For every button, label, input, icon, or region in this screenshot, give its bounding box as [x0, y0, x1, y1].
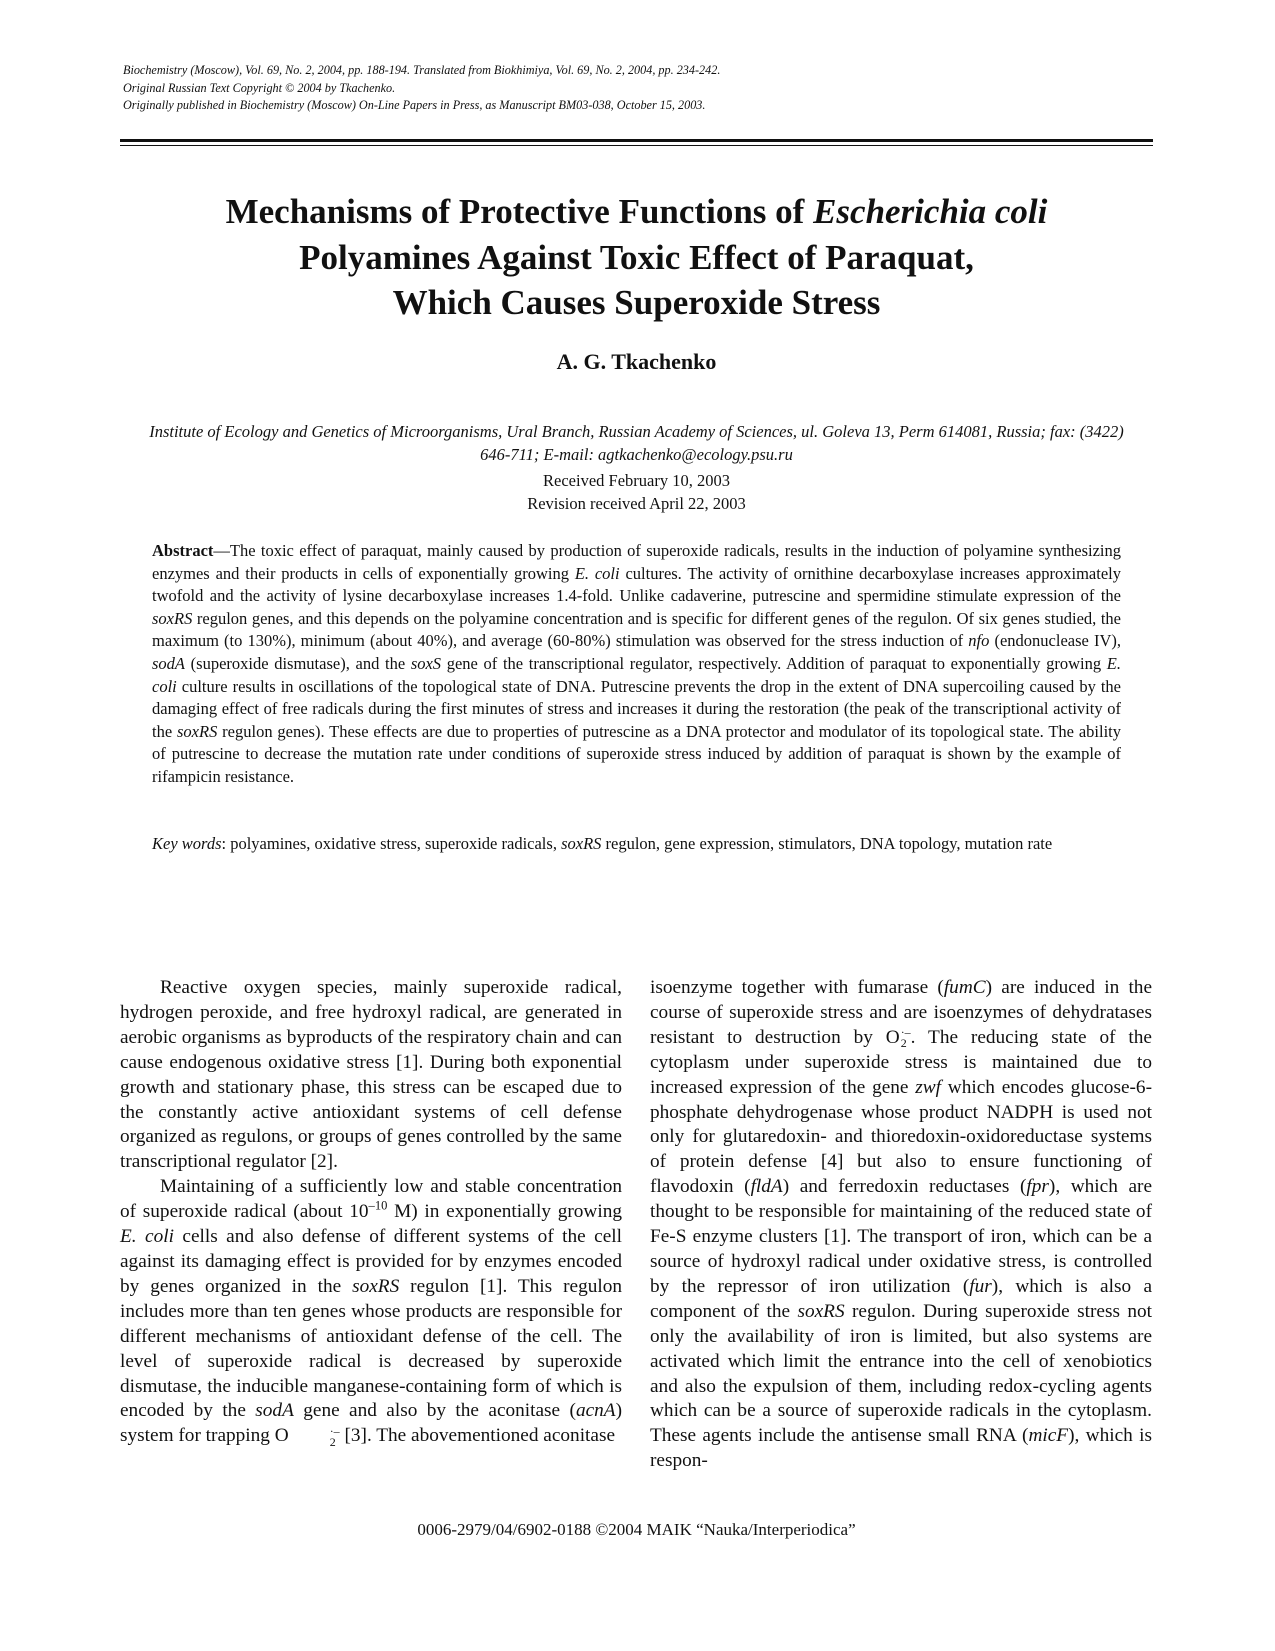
continued-paragraph: isoenzyme together with fumarase (fumC) are induced in the course of superoxide stress and are isoenzymes of dehydratases resistant to destruction by O ·– 2 . The reducing state of the cytoplasm under superoxide stress is maintained due to increased expression of the gene zwf which encodes glucose-6-phosphate dehydrogenase whose product NADPH is used not only for glutaredoxin- and thioredoxin-oxidoreductase systems of protein defense [4] but also to ensure functioning of flavodoxin (fldA) and ferredoxin reductases (fpr), which are thought to be responsible for maintaining of the reduced state of Fe-S enzyme clusters [1]. The transport of iron, which can be a source of hydroxyl radical under oxidative stress, is controlled by the repressor of iron utilization (fur), which is also a component of the soxRS regulon. During superoxide stress not only the availability of iron is limited, but also systems are activated which limit the entrance into the cell of xenobiotics and also the expulsion of them, including redox-cycling agents which can be a source of superoxide radicals in the cytoplasm. These agents include the antisense small RNA (micF), which is respon-	[650, 977, 1153, 1472]
header-rule-thick	[120, 139, 1153, 142]
header-publication-note: Originally published in Biochemistry (Moscow) On-Line Papers in Press, as Manuscript BM03-038, October 15, 2003.	[123, 98, 706, 112]
article-title	[120, 189, 1153, 326]
received-date: Received February 10, 2003	[543, 471, 730, 490]
footer-copyright: 0006-2979/04/6902-0188 ©2004 MAIK “Nauka/Interperiodica”	[417, 1520, 856, 1539]
revision-date: Revision received April 22, 2003	[527, 493, 746, 513]
author-name: A. G. Tkachenko	[556, 349, 717, 374]
keywords: Key words: polyamines, oxidative stress, superoxide radicals, soxRS regulon, gene expression, stimulators, DNA topology, mutation rate	[152, 834, 1053, 853]
journal-header	[123, 62, 1153, 115]
header-citation: Biochemistry (Moscow), Vol. 69, No. 2, 2004, pp. 188-194. Translated from Biokhimiya, Vol. 69, No. 2, 2004, pp. 234-242.	[123, 63, 721, 77]
title-species: Escherichia coli	[813, 192, 1048, 231]
body-column-right	[650, 976, 1152, 1474]
title-line-2: Polyamines Against Toxic Effect of Paraquat,	[299, 237, 974, 277]
header-copyright: Original Russian Text Copyright © 2004 by Tkachenko.	[123, 80, 396, 95]
abstract: Abstract—The toxic effect of paraquat, mainly caused by production of superoxide radicals, results in the induction of polyamine synthesizing enzymes and their products in cells of exponentially growing E. coli cultures. The activity of ornithine decarboxylase increases approximately twofold and the activity of lysine decarboxylase increases 1.4-fold. Unlike cadaverine, putrescine and spermidine stimulate expression of the soxRS regulon genes, and this depends on the polyamine concentration and is specific for different genes of the regulon. Of six genes studied, the maximum (to 130%), minimum (about 40%), and average (60-80%) stimulation was observed for the stress induction of nfo (endonuclease IV), sodA (superoxide dismutase), and the soxS gene of the transcriptional regulator, respectively. Addition of paraquat to exponentially growing E. coli culture results in oscillations of the topological state of DNA. Putrescine prevents the drop in the extent of DNA supercoiling caused by the damaging effect of free radicals during the first minutes of stress and increases it during the restoration (the peak of the transcriptional activity of the soxRS regulon genes). These effects are due to properties of putrescine as a DNA protector and modulator of its topological state. The ability of putrescine to decrease the mutation rate under conditions of superoxide stress induced by addition of paraquat is shown by the example of rifampicin resistance.	[152, 541, 1121, 786]
intro-paragraph-2: Maintaining of a sufficiently low and stable concentration of superoxide radical (about $10^{-10}$ M) in exponentially growing E. coli cells and also defense of different systems of the cell against its damaging effect is provided for by enzymes encoded by genes organized in the soxRS regulon [1]. This regulon includes more than ten genes whose products are responsible for different mechanisms of antioxidant defense of the cell. The level of superoxide radical is decreased by superoxide dismutase, the inducible manganese-containing form of which is encoded by the sodA gene and also by the aconitase (acnA) system for trapping O ·– 2 [3]. The abovementioned aconitase	[120, 1176, 622, 1449]
author-affiliation: Institute of Ecology and Genetics of Microorganisms, Ural Branch, Russian Academy of Sciences, ul. Goleva 13, Perm 614081, Russia; fax: (3422) 646-711; E-mail: agtkachenko@ecology.psu.ru	[149, 422, 1124, 464]
submission-dates	[148, 470, 1125, 515]
abstract-label: Abstract	[152, 541, 214, 560]
exponent: –10	[368, 1198, 388, 1213]
superoxide-notation: ·– 2	[329, 1423, 340, 1449]
superoxide-notation: ·– 2	[900, 1025, 911, 1051]
intro-paragraph-1: Reactive oxygen species, mainly superoxide radical, hydrogen peroxide, and free hydroxyl radical, are generated in aerobic organisms as byproducts of the respiratory chain and can cause endogenous oxidative stress [1]. During both exponential growth and stationary phase, this stress can be escaped due to the constantly active antioxidant systems of cell defense organized as regulons, or groups of genes controlled by the same transcriptional regulator [2].	[120, 977, 622, 1173]
title-line-1: Mechanisms of Protective Functions of Escherichia coli	[225, 192, 1048, 231]
keywords-label: Key words	[152, 834, 222, 853]
header-rule-thin	[120, 145, 1153, 146]
body-column-left	[120, 976, 622, 1449]
title-line-3: Which Causes Superoxide Stress	[392, 283, 881, 322]
